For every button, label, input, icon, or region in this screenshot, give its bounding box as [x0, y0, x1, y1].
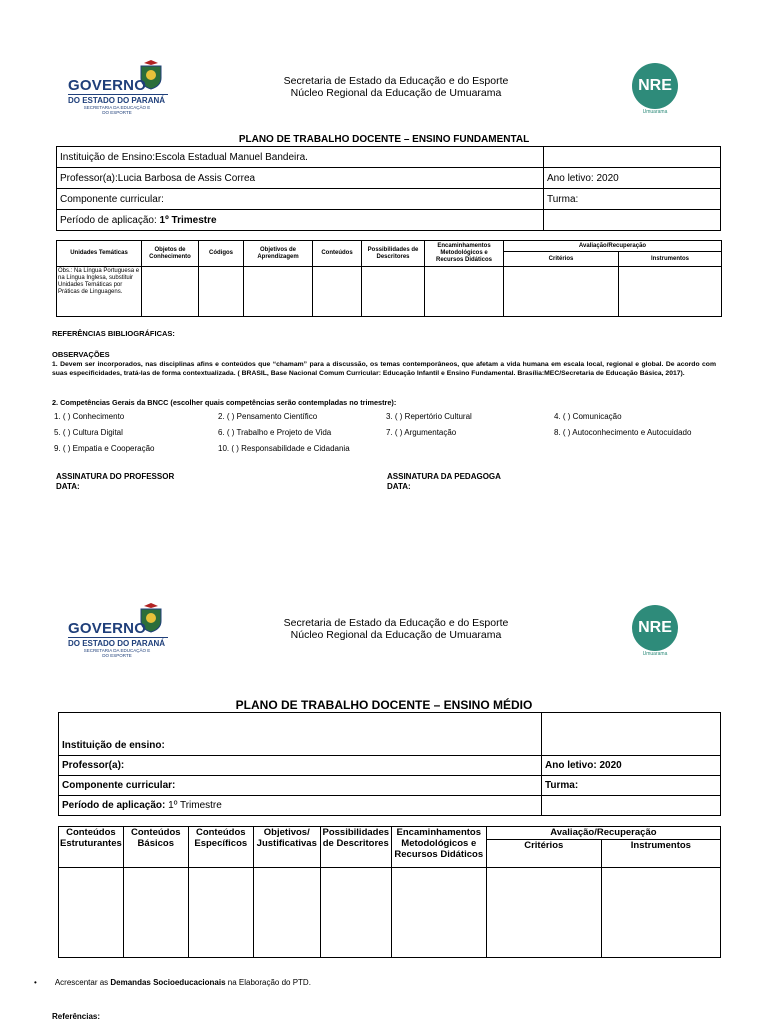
grid-cell — [253, 868, 320, 958]
plan1-componente: Componente curricular: — [57, 189, 544, 210]
assinatura-professor-label: ASSINATURA DO PROFESSOR — [56, 472, 175, 481]
bullet-prefix: Acrescentar as — [54, 978, 111, 987]
col-objetivos: Objetivos/ Justificativas — [253, 827, 320, 868]
plan1-periodo-value: 1º Trimestre — [159, 214, 217, 226]
plan1-ano-letivo: Ano letivo: 2020 — [544, 168, 721, 189]
gov-word: GOVERNO — [68, 620, 147, 637]
col-conteudos: Conteúdos — [313, 241, 362, 267]
bullet-suffix: na Elaboração do PTD. — [225, 978, 311, 987]
nre-logo — [632, 63, 678, 115]
col-criterios: Critérios — [486, 840, 601, 868]
plan1-instituicao: Instituição de Ensino:Escola Estadual Manuel Bandeira. — [57, 147, 544, 168]
plan2-grid-table — [58, 826, 721, 958]
plan1-blank2 — [544, 210, 721, 231]
signature-professor — [56, 472, 174, 492]
grid-cell — [313, 267, 362, 317]
grid-cell — [320, 868, 391, 958]
gov-secretaria: SECRETARIA DA EDUCAÇÃO E DO ESPORTE — [83, 648, 151, 658]
gov-state: DO ESTADO DO PARANÁ — [68, 637, 168, 648]
plan2-periodo-value: 1º Trimestre — [168, 800, 222, 811]
competencia-item: 4. ( ) Comunicação — [554, 411, 622, 421]
col-encaminhamentos: Encaminhamentos Metodológicos e Recursos Didáticos — [425, 241, 504, 267]
signature-pedagoga — [387, 472, 501, 492]
col-especificos: Conteúdos Específicos — [188, 827, 253, 868]
plan2-instituicao: Instituição de ensino: — [59, 713, 542, 756]
header-line2: Núcleo Regional da Educação de Umuarama — [290, 629, 502, 641]
plan2-ano-letivo: Ano letivo: 2020 — [542, 756, 721, 776]
plan2-componente: Componente curricular: — [59, 776, 542, 796]
col-avaliacao: Avaliação/Recuperação — [486, 827, 720, 840]
col-criterios: Critérios — [504, 252, 619, 267]
col-encaminhamentos: Encaminhamentos Metodológicos e Recursos Didáticos — [391, 827, 486, 868]
plan1-periodo — [57, 210, 544, 231]
grid-cell — [59, 868, 124, 958]
competencia-empty — [384, 440, 552, 456]
bullet-bold: Demandas Socioeducacionais — [110, 978, 226, 987]
grid-cell — [391, 868, 486, 958]
grid-cell — [199, 267, 244, 317]
grid-cell — [486, 868, 601, 958]
grid-cell — [504, 267, 619, 317]
header-line2: Núcleo Regional da Educação de Umuarama — [290, 87, 502, 99]
col-codigos: Códigos — [199, 241, 244, 267]
plan2-info-table — [58, 712, 721, 816]
header-line1: Secretaria de Estado da Educação e do Esporte — [283, 617, 509, 629]
plan1-professor: Professor(a):Lucia Barbosa de Assis Correa — [57, 168, 544, 189]
plan1-obs-cell: Obs.: Na Língua Portuguesa e na Língua Inglesa, substituir Unidades Temáticas por Práticas de Linguagens. — [57, 267, 142, 317]
competencia-item: 1. ( ) Conhecimento — [54, 411, 125, 421]
grid-cell — [244, 267, 313, 317]
plan1-observacoes-title: OBSERVAÇÕES — [52, 350, 110, 359]
grid-cell — [601, 868, 720, 958]
grid-cell — [142, 267, 199, 317]
governo-parana-logo — [62, 60, 172, 118]
competencia-item: 7. ( ) Argumentação — [386, 427, 457, 437]
gov-secretaria: SECRETARIA DA EDUCAÇÃO E DO ESPORTE — [83, 105, 151, 115]
plan2-referencias: Referências: — [52, 1012, 101, 1021]
grid-cell — [362, 267, 425, 317]
grid-cell — [425, 267, 504, 317]
col-objetos: Objetos de Conhecimento — [142, 241, 199, 267]
competencia-item: 2. ( ) Pensamento Científico — [218, 411, 318, 421]
plan1-referencias: REFERÊNCIAS BIBLIOGRÁFICAS: — [52, 329, 175, 338]
plan1-blank — [544, 147, 721, 168]
competencia-item: 6. ( ) Trabalho e Projeto de Vida — [218, 427, 332, 437]
gov-state: DO ESTADO DO PARANÁ — [68, 94, 168, 105]
grid-cell — [123, 868, 188, 958]
grid-cell — [619, 267, 722, 317]
col-avaliacao: Avaliação/Recuperação — [504, 241, 722, 252]
plan1-observacoes-text: 1. Devem ser incorporados, nas disciplinas afins e conteúdos que “chamam” para a discussão, os temas contemporâneos, que afetam a vida humana em escala local, regional e global. De acordo com suas especificidades, tratá-las de forma contextualizada. ( BRASIL, Base Nacional Comum Curricular: Educação Infantil e Ensino Fundamental. Brasília:MEC/Secretaria de Educação Básica, 2017). — [52, 361, 716, 377]
plan1-competencias-title: 2. Competências Gerais da BNCC (escolher quais competências serão contempladas no trimestre): — [52, 398, 397, 407]
governo-parana-logo-2 — [62, 603, 172, 661]
nre-logo-2 — [632, 605, 678, 657]
col-instrumentos: Instrumentos — [601, 840, 720, 868]
col-unidades: Unidades Temáticas — [57, 241, 142, 267]
data-professor-label: DATA: — [56, 482, 80, 491]
col-objetivos: Objetivos de Aprendizagem — [244, 241, 313, 267]
plan1-turma: Turma: — [544, 189, 721, 210]
assinatura-pedagoga-label: ASSINATURA DA PEDAGOGA — [387, 472, 501, 481]
plan2-periodo-label: Período de aplicação: — [62, 800, 169, 811]
competencia-item: 5. ( ) Cultura Digital — [54, 427, 123, 437]
plan1-periodo-label: Período de aplicação: — [60, 214, 160, 226]
plan2-turma: Turma: — [542, 776, 721, 796]
competencia-item: 3. ( ) Repertório Cultural — [386, 411, 472, 421]
col-possibilidades: Possibilidades de Descritores — [320, 827, 391, 868]
competencia-empty — [552, 440, 720, 456]
nre-city: Umuarama — [642, 109, 668, 115]
data-pedagoga-label: DATA: — [387, 482, 411, 491]
header-line1: Secretaria de Estado da Educação e do Esporte — [283, 75, 509, 87]
col-estruturantes: Conteúdos Estruturantes — [59, 827, 124, 868]
plan1-grid-table — [56, 240, 722, 317]
plan1-title: PLANO DE TRABALHO DOCENTE – ENSINO FUNDAMENTAL — [238, 134, 530, 145]
competencia-item: 8. ( ) Autoconhecimento e Autocuidado — [554, 427, 692, 437]
plan2-professor: Professor(a): — [59, 756, 542, 776]
plan2-title: PLANO DE TRABALHO DOCENTE – ENSINO MÉDIO — [235, 698, 533, 712]
competencias-table — [52, 408, 720, 456]
header-text — [238, 75, 554, 99]
nre-badge: NRE — [632, 605, 678, 651]
col-possibilidades: Possibilidades de Descritores — [362, 241, 425, 267]
plan2-blank2 — [542, 796, 721, 816]
bullet-item — [34, 978, 311, 987]
grid-cell — [188, 868, 253, 958]
plan2-periodo — [59, 796, 542, 816]
gov-word: GOVERNO — [68, 77, 147, 94]
nre-city: Umuarama — [642, 651, 668, 657]
competencia-item: 9. ( ) Empatia e Cooperação — [54, 443, 155, 453]
competencia-item: 10. ( ) Responsabilidade e Cidadania — [218, 443, 350, 453]
plan1-info-table — [56, 146, 721, 231]
nre-badge: NRE — [632, 63, 678, 109]
bullet-dot-icon: • — [34, 978, 37, 987]
col-instrumentos: Instrumentos — [619, 252, 722, 267]
header-text-2 — [238, 617, 554, 641]
col-basicos: Conteúdos Básicos — [123, 827, 188, 868]
plan2-blank — [542, 713, 721, 756]
